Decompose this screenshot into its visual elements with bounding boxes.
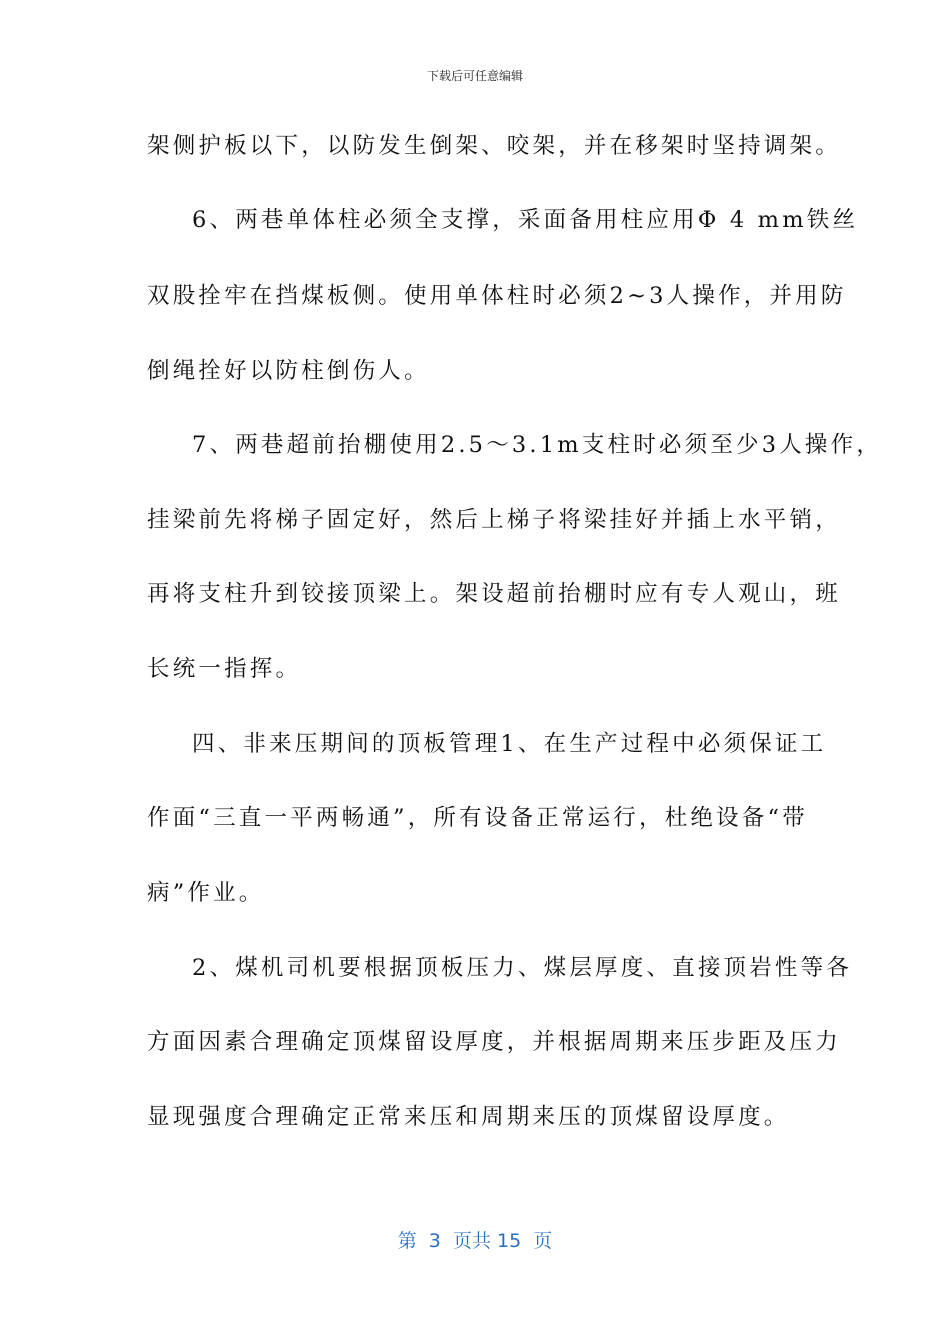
text-line: 7、两巷超前抬棚使用2.5～3.1m支柱时必须至少3人操作， [192, 432, 883, 458]
text-line: 双股拴牢在挡煤板侧。使用单体柱时必须2~3人操作，并用防 [147, 283, 847, 309]
text-line: 作面“三直一平两畅通”，所有设备正常运行，杜绝设备“带 [147, 805, 808, 831]
text-line: 长统一指挥。 [147, 656, 302, 682]
text-line: 四、非来压期间的顶板管理1、在生产过程中必须保证工 [192, 731, 827, 757]
page-footer: 第 3 页共 15 页 [397, 1230, 553, 1252]
text-line: 挂梁前先将梯子固定好，然后上梯子将梁挂好并插上水平销， [147, 507, 841, 533]
text-line: 方面因素合理确定顶煤留设厚度，并根据周期来压步距及压力 [147, 1029, 841, 1055]
text-line: 架侧护板以下，以防发生倒架、咬架，并在移架时坚持调架。 [147, 133, 841, 159]
text-line: 6、两巷单体柱必须全支撑，采面备用柱应用Φ 4 mm铁丝 [192, 207, 859, 233]
text-line: 倒绳拴好以防柱倒伤人。 [147, 358, 430, 384]
text-line: 病”作业。 [147, 880, 265, 906]
text-line: 再将支柱升到铰接顶梁上。架设超前抬棚时应有专人观山，班 [147, 581, 841, 607]
page-header: 下载后可任意编辑 [426, 69, 523, 83]
text-line: 2、煤机司机要根据顶板压力、煤层厚度、直接顶岩性等各 [192, 955, 853, 981]
text-line: 显现强度合理确定正常来压和周期来压的顶煤留设厚度。 [147, 1104, 790, 1130]
